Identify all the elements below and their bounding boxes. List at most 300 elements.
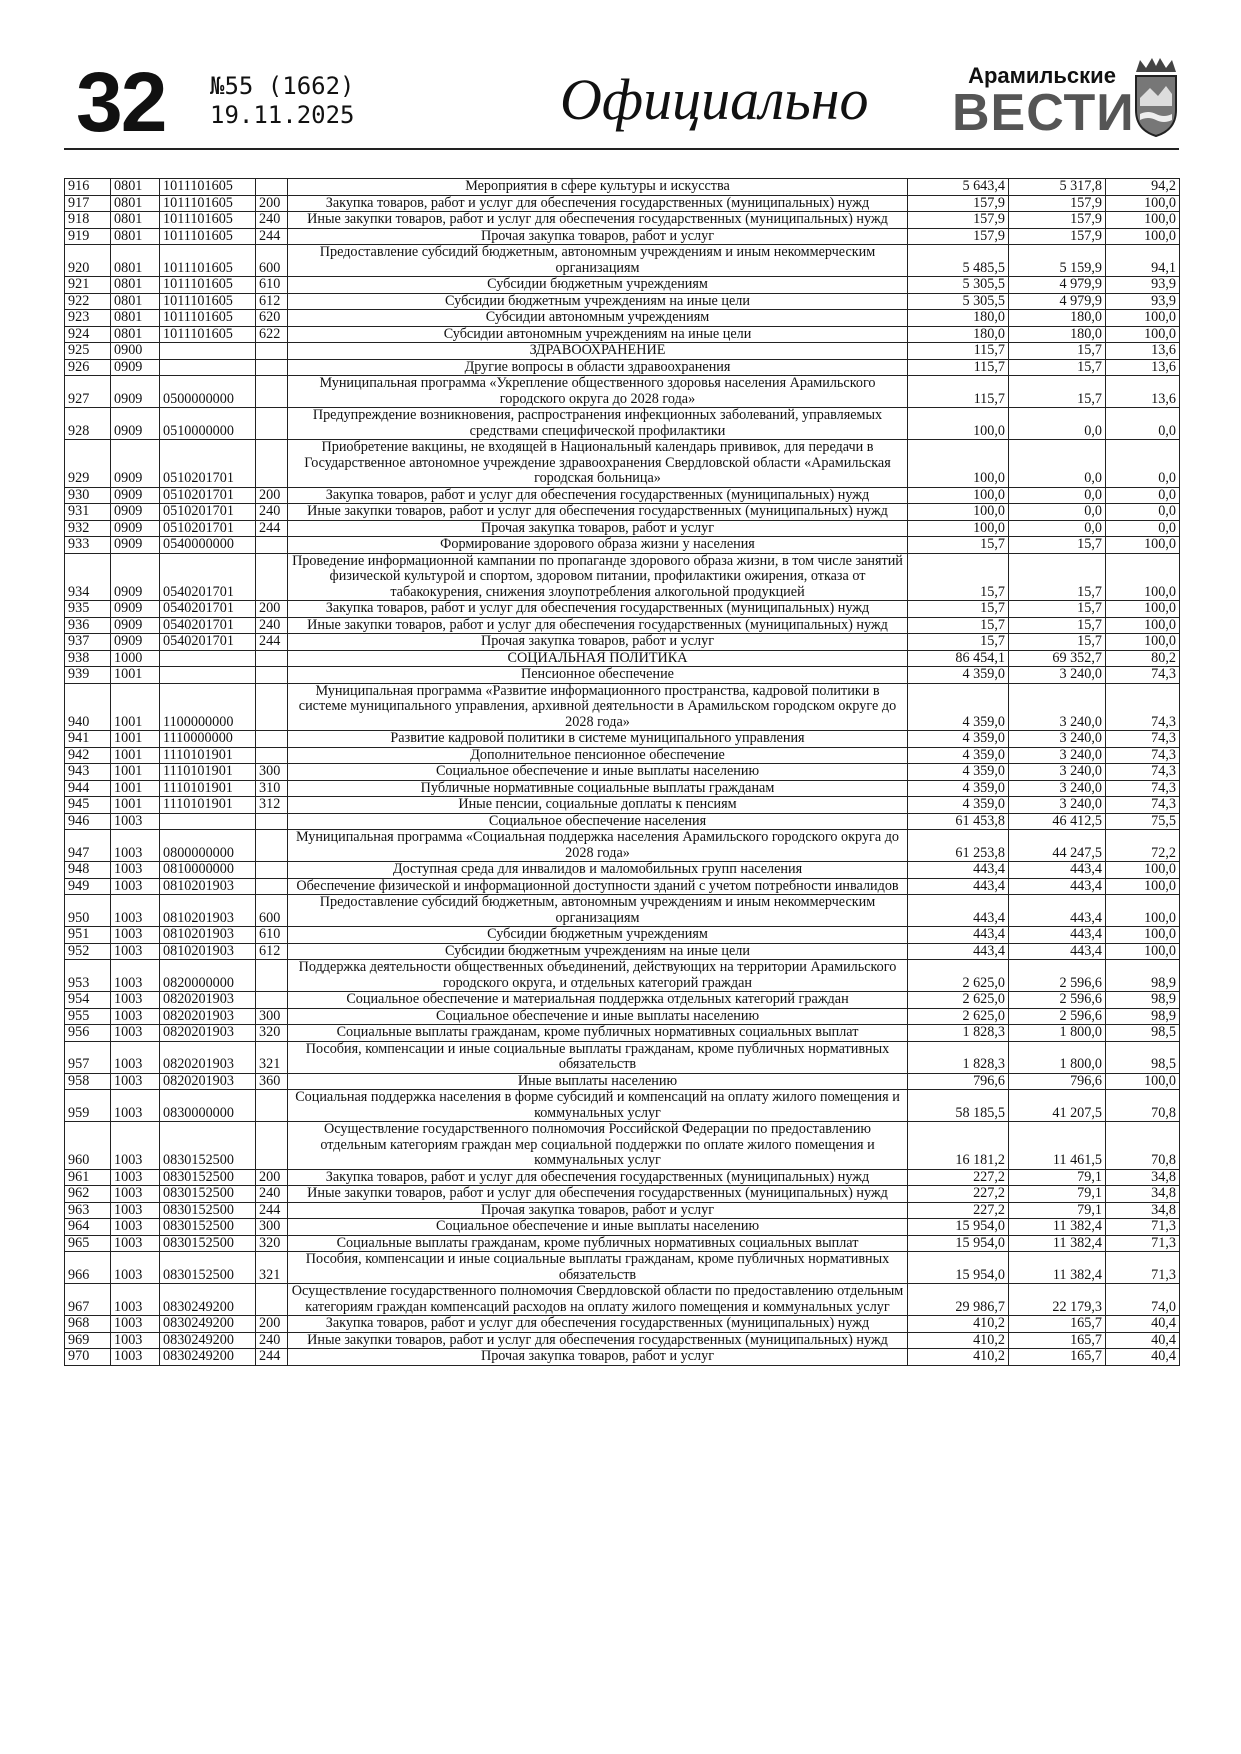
execution-percent: 100,0: [1106, 862, 1180, 879]
planned-amount: 443,4: [908, 895, 1009, 927]
row-number: 950: [65, 895, 111, 927]
planned-amount: 86 454,1: [908, 650, 1009, 667]
planned-amount: 15,7: [908, 617, 1009, 634]
expense-name: Иные пенсии, социальные доплаты к пенсиям: [288, 797, 908, 814]
target-article-code: 0830152500: [160, 1235, 256, 1252]
row-number: 925: [65, 343, 111, 360]
section-code: 1003: [111, 992, 160, 1009]
planned-amount: 15 954,0: [908, 1219, 1009, 1236]
section-code: 0909: [111, 487, 160, 504]
expense-type-code: [256, 878, 288, 895]
expense-type-code: [256, 830, 288, 862]
table-row: [65, 195, 1180, 212]
execution-percent: 70,8: [1106, 1122, 1180, 1170]
section-code: 1003: [111, 1316, 160, 1333]
execution-percent: 74,3: [1106, 780, 1180, 797]
expense-type-code: 244: [256, 228, 288, 245]
target-article-code: 1110101901: [160, 780, 256, 797]
planned-amount: 1 828,3: [908, 1025, 1009, 1042]
table-row: [65, 1025, 1180, 1042]
expense-name: Пособия, компенсации и иные социальные выплаты гражданам, кроме публичных нормативных обязательств: [288, 1252, 908, 1284]
table-row: [65, 520, 1180, 537]
expense-type-code: [256, 376, 288, 408]
table-row: [65, 992, 1180, 1009]
target-article-code: 0540201701: [160, 634, 256, 651]
expense-type-code: 244: [256, 1349, 288, 1366]
execution-percent: 94,1: [1106, 245, 1180, 277]
row-number: 949: [65, 878, 111, 895]
section-code: 1003: [111, 1284, 160, 1316]
planned-amount: 227,2: [908, 1186, 1009, 1203]
actual-amount: 443,4: [1009, 927, 1106, 944]
section-code: 1003: [111, 1219, 160, 1236]
table-row: [65, 1235, 1180, 1252]
section-code: 1003: [111, 1186, 160, 1203]
section-code: 1003: [111, 878, 160, 895]
planned-amount: 15 954,0: [908, 1235, 1009, 1252]
row-number: 919: [65, 228, 111, 245]
planned-amount: 15,7: [908, 553, 1009, 601]
execution-percent: 100,0: [1106, 895, 1180, 927]
row-number: 934: [65, 553, 111, 601]
table-row: [65, 359, 1180, 376]
table-row: [65, 537, 1180, 554]
expense-name: Прочая закупка товаров, работ и услуг: [288, 1349, 908, 1366]
expense-name: Закупка товаров, работ и услуг для обеспечения государственных (муниципальных) нужд: [288, 1316, 908, 1333]
actual-amount: 11 461,5: [1009, 1122, 1106, 1170]
execution-percent: 100,0: [1106, 943, 1180, 960]
actual-amount: 15,7: [1009, 343, 1106, 360]
table-row: [65, 245, 1180, 277]
planned-amount: 157,9: [908, 195, 1009, 212]
planned-amount: 15,7: [908, 537, 1009, 554]
actual-amount: 15,7: [1009, 617, 1106, 634]
table-row: [65, 440, 1180, 488]
table-row: [65, 943, 1180, 960]
expense-type-code: [256, 343, 288, 360]
row-number: 963: [65, 1202, 111, 1219]
actual-amount: 1 800,0: [1009, 1025, 1106, 1042]
planned-amount: 2 625,0: [908, 992, 1009, 1009]
execution-percent: 71,3: [1106, 1235, 1180, 1252]
actual-amount: 165,7: [1009, 1332, 1106, 1349]
planned-amount: 115,7: [908, 376, 1009, 408]
expense-type-code: [256, 553, 288, 601]
target-article-code: 1011101605: [160, 293, 256, 310]
expense-name: Иные закупки товаров, работ и услуг для обеспечения государственных (муниципальных) нужд: [288, 1332, 908, 1349]
row-number: 916: [65, 179, 111, 196]
expense-name: Социальное обеспечение населения: [288, 813, 908, 830]
target-article-code: 0540201701: [160, 553, 256, 601]
planned-amount: 5 485,5: [908, 245, 1009, 277]
expense-type-code: [256, 1090, 288, 1122]
logo-top-text: Арамильские: [968, 63, 1116, 88]
section-code: 1003: [111, 1008, 160, 1025]
row-number: 932: [65, 520, 111, 537]
row-number: 938: [65, 650, 111, 667]
target-article-code: 1110101901: [160, 764, 256, 781]
row-number: 968: [65, 1316, 111, 1333]
target-article-code: 0810201903: [160, 878, 256, 895]
expense-name: Субсидии автономным учреждениям: [288, 310, 908, 327]
actual-amount: 15,7: [1009, 359, 1106, 376]
section-code: 0909: [111, 601, 160, 618]
row-number: 939: [65, 667, 111, 684]
section-code: 0909: [111, 553, 160, 601]
table-row: [65, 617, 1180, 634]
planned-amount: 100,0: [908, 504, 1009, 521]
actual-amount: 15,7: [1009, 553, 1106, 601]
execution-percent: 75,5: [1106, 813, 1180, 830]
section-code: 0801: [111, 228, 160, 245]
row-number: 966: [65, 1252, 111, 1284]
section-code: 1003: [111, 1169, 160, 1186]
actual-amount: 3 240,0: [1009, 780, 1106, 797]
section-code: 1003: [111, 1122, 160, 1170]
section-code: 1001: [111, 780, 160, 797]
target-article-code: [160, 650, 256, 667]
actual-amount: 180,0: [1009, 326, 1106, 343]
section-code: 1001: [111, 764, 160, 781]
planned-amount: 796,6: [908, 1073, 1009, 1090]
expense-type-code: [256, 179, 288, 196]
expense-type-code: [256, 359, 288, 376]
expense-name: Формирование здорового образа жизни у населения: [288, 537, 908, 554]
execution-percent: 80,2: [1106, 650, 1180, 667]
target-article-code: 0810201903: [160, 927, 256, 944]
section-code: 1003: [111, 862, 160, 879]
expense-type-code: [256, 650, 288, 667]
row-number: 962: [65, 1186, 111, 1203]
execution-percent: 13,6: [1106, 359, 1180, 376]
execution-percent: 74,0: [1106, 1284, 1180, 1316]
table-row: [65, 343, 1180, 360]
execution-percent: 93,9: [1106, 277, 1180, 294]
actual-amount: 3 240,0: [1009, 667, 1106, 684]
actual-amount: 79,1: [1009, 1186, 1106, 1203]
section-code: 1003: [111, 1202, 160, 1219]
planned-amount: 29 986,7: [908, 1284, 1009, 1316]
expense-type-code: 312: [256, 797, 288, 814]
planned-amount: 227,2: [908, 1202, 1009, 1219]
table-row: [65, 960, 1180, 992]
target-article-code: [160, 343, 256, 360]
section-code: 0909: [111, 504, 160, 521]
row-number: 945: [65, 797, 111, 814]
table-row: [65, 830, 1180, 862]
table-row: [65, 408, 1180, 440]
actual-amount: 1 800,0: [1009, 1041, 1106, 1073]
row-number: 935: [65, 601, 111, 618]
issue-date: 19.11.2025: [210, 101, 355, 129]
expense-name: Прочая закупка товаров, работ и услуг: [288, 634, 908, 651]
expense-type-code: [256, 862, 288, 879]
table-row: [65, 504, 1180, 521]
execution-percent: 100,0: [1106, 326, 1180, 343]
section-code: 1003: [111, 813, 160, 830]
expense-type-code: 300: [256, 1219, 288, 1236]
expense-name: Социальное обеспечение и иные выплаты населению: [288, 1008, 908, 1025]
row-number: 927: [65, 376, 111, 408]
table-row: [65, 813, 1180, 830]
expense-name: Муниципальная программа «Укрепление общественного здоровья населения Арамильского городского округа до 2028 года»: [288, 376, 908, 408]
section-code: 0909: [111, 440, 160, 488]
actual-amount: 157,9: [1009, 212, 1106, 229]
expense-type-code: [256, 960, 288, 992]
execution-percent: 100,0: [1106, 634, 1180, 651]
expense-type-code: 612: [256, 293, 288, 310]
expense-type-code: 240: [256, 1332, 288, 1349]
actual-amount: 2 596,6: [1009, 992, 1106, 1009]
expense-type-code: 610: [256, 277, 288, 294]
execution-percent: 13,6: [1106, 343, 1180, 360]
actual-amount: 4 979,9: [1009, 277, 1106, 294]
target-article-code: 1011101605: [160, 326, 256, 343]
expense-name: СОЦИАЛЬНАЯ ПОЛИТИКА: [288, 650, 908, 667]
section-code: 1003: [111, 1235, 160, 1252]
row-number: 969: [65, 1332, 111, 1349]
row-number: 936: [65, 617, 111, 634]
table-row: [65, 764, 1180, 781]
target-article-code: 0820201903: [160, 992, 256, 1009]
planned-amount: 4 359,0: [908, 764, 1009, 781]
section-code: 1003: [111, 1332, 160, 1349]
planned-amount: 4 359,0: [908, 747, 1009, 764]
expense-type-code: 310: [256, 780, 288, 797]
actual-amount: 796,6: [1009, 1073, 1106, 1090]
execution-percent: 100,0: [1106, 927, 1180, 944]
planned-amount: 1 828,3: [908, 1041, 1009, 1073]
section-code: 0909: [111, 634, 160, 651]
execution-percent: 98,9: [1106, 992, 1180, 1009]
planned-amount: 4 359,0: [908, 731, 1009, 748]
expense-name: Закупка товаров, работ и услуг для обеспечения государственных (муниципальных) нужд: [288, 601, 908, 618]
target-article-code: 1011101605: [160, 245, 256, 277]
execution-percent: 34,8: [1106, 1186, 1180, 1203]
execution-percent: 74,3: [1106, 731, 1180, 748]
target-article-code: 0540201701: [160, 617, 256, 634]
target-article-code: 0830000000: [160, 1090, 256, 1122]
expense-name: Прочая закупка товаров, работ и услуг: [288, 1202, 908, 1219]
execution-percent: 74,3: [1106, 797, 1180, 814]
target-article-code: 1011101605: [160, 179, 256, 196]
target-article-code: 0510201701: [160, 520, 256, 537]
execution-percent: 0,0: [1106, 520, 1180, 537]
target-article-code: 0830249200: [160, 1316, 256, 1333]
actual-amount: 15,7: [1009, 601, 1106, 618]
actual-amount: 41 207,5: [1009, 1090, 1106, 1122]
table-row: [65, 487, 1180, 504]
expense-type-code: 300: [256, 764, 288, 781]
section-code: 0909: [111, 617, 160, 634]
section-title: Официально: [560, 67, 869, 132]
section-code: 1001: [111, 731, 160, 748]
table-row: [65, 1349, 1180, 1366]
target-article-code: 0830152500: [160, 1122, 256, 1170]
row-number: 917: [65, 195, 111, 212]
row-number: 921: [65, 277, 111, 294]
expense-type-code: 600: [256, 245, 288, 277]
table-row: [65, 895, 1180, 927]
expense-name: Субсидии автономным учреждениям на иные цели: [288, 326, 908, 343]
logo-main-text: ВЕСТИ: [952, 84, 1135, 142]
actual-amount: 15,7: [1009, 634, 1106, 651]
expense-name: Пенсионное обеспечение: [288, 667, 908, 684]
execution-percent: 100,0: [1106, 1073, 1180, 1090]
planned-amount: 4 359,0: [908, 797, 1009, 814]
table-row: [65, 601, 1180, 618]
row-number: 942: [65, 747, 111, 764]
row-number: 920: [65, 245, 111, 277]
row-number: 933: [65, 537, 111, 554]
page-number: 32: [76, 55, 166, 149]
expense-name: Дополнительное пенсионное обеспечение: [288, 747, 908, 764]
section-code: 1001: [111, 667, 160, 684]
planned-amount: 4 359,0: [908, 780, 1009, 797]
expense-name: Другие вопросы в области здравоохранения: [288, 359, 908, 376]
execution-percent: 100,0: [1106, 195, 1180, 212]
target-article-code: [160, 359, 256, 376]
execution-percent: 100,0: [1106, 553, 1180, 601]
section-code: 0801: [111, 277, 160, 294]
planned-amount: 157,9: [908, 228, 1009, 245]
table-row: [65, 326, 1180, 343]
table-row: [65, 293, 1180, 310]
planned-amount: 410,2: [908, 1316, 1009, 1333]
table-row: [65, 1090, 1180, 1122]
actual-amount: 2 596,6: [1009, 1008, 1106, 1025]
execution-percent: 94,2: [1106, 179, 1180, 196]
target-article-code: 0830249200: [160, 1349, 256, 1366]
planned-amount: 100,0: [908, 487, 1009, 504]
table-row: [65, 376, 1180, 408]
actual-amount: 0,0: [1009, 440, 1106, 488]
table-row: [65, 1169, 1180, 1186]
planned-amount: 5 305,5: [908, 293, 1009, 310]
coat-of-arms-icon: [1132, 58, 1180, 138]
expense-type-code: 321: [256, 1041, 288, 1073]
row-number: 946: [65, 813, 111, 830]
row-number: 937: [65, 634, 111, 651]
row-number: 961: [65, 1169, 111, 1186]
row-number: 930: [65, 487, 111, 504]
section-code: 0909: [111, 376, 160, 408]
expense-type-code: 300: [256, 1008, 288, 1025]
section-code: 0801: [111, 195, 160, 212]
expense-type-code: 200: [256, 487, 288, 504]
row-number: 956: [65, 1025, 111, 1042]
table-row: [65, 747, 1180, 764]
execution-percent: 74,3: [1106, 747, 1180, 764]
execution-percent: 40,4: [1106, 1332, 1180, 1349]
table-row: [65, 878, 1180, 895]
execution-percent: 100,0: [1106, 601, 1180, 618]
execution-percent: 0,0: [1106, 504, 1180, 521]
section-code: 1003: [111, 960, 160, 992]
section-code: 0801: [111, 179, 160, 196]
table-row: [65, 1332, 1180, 1349]
target-article-code: 0830152500: [160, 1169, 256, 1186]
expense-name: Муниципальная программа «Развитие информационного пространства, кадровой политики в системе муниципального управления, архивной деятельности в Арамильском городском округе до 2028 года»: [288, 683, 908, 731]
planned-amount: 100,0: [908, 408, 1009, 440]
row-number: 953: [65, 960, 111, 992]
table-row: [65, 1316, 1180, 1333]
expense-type-code: [256, 747, 288, 764]
row-number: 924: [65, 326, 111, 343]
row-number: 931: [65, 504, 111, 521]
row-number: 918: [65, 212, 111, 229]
planned-amount: 15 954,0: [908, 1252, 1009, 1284]
section-code: 1003: [111, 830, 160, 862]
planned-amount: 227,2: [908, 1169, 1009, 1186]
newspaper-logo: [952, 63, 1135, 142]
expense-name: Субсидии бюджетным учреждениям на иные цели: [288, 943, 908, 960]
expense-type-code: 244: [256, 634, 288, 651]
expense-name: Социальное обеспечение и иные выплаты населению: [288, 764, 908, 781]
execution-percent: 74,3: [1106, 667, 1180, 684]
row-number: 952: [65, 943, 111, 960]
expense-type-code: 240: [256, 617, 288, 634]
planned-amount: 58 185,5: [908, 1090, 1009, 1122]
section-code: 1003: [111, 895, 160, 927]
section-code: 1003: [111, 1252, 160, 1284]
planned-amount: 443,4: [908, 943, 1009, 960]
actual-amount: 46 412,5: [1009, 813, 1106, 830]
expense-name: ЗДРАВООХРАНЕНИЕ: [288, 343, 908, 360]
expense-type-code: [256, 408, 288, 440]
expense-name: Закупка товаров, работ и услуг для обеспечения государственных (муниципальных) нужд: [288, 1169, 908, 1186]
table-row: [65, 1122, 1180, 1170]
target-article-code: 0500000000: [160, 376, 256, 408]
row-number: 959: [65, 1090, 111, 1122]
expense-type-code: 240: [256, 212, 288, 229]
planned-amount: 4 359,0: [908, 683, 1009, 731]
actual-amount: 79,1: [1009, 1169, 1106, 1186]
section-code: 1000: [111, 650, 160, 667]
section-code: 0909: [111, 408, 160, 440]
expense-name: Социальная поддержка населения в форме субсидий и компенсаций на оплату жилого помещения и коммунальных услуг: [288, 1090, 908, 1122]
actual-amount: 0,0: [1009, 520, 1106, 537]
actual-amount: 3 240,0: [1009, 797, 1106, 814]
actual-amount: 44 247,5: [1009, 830, 1106, 862]
expense-name: Закупка товаров, работ и услуг для обеспечения государственных (муниципальных) нужд: [288, 195, 908, 212]
expense-type-code: 321: [256, 1252, 288, 1284]
table-row: [65, 1041, 1180, 1073]
target-article-code: 1011101605: [160, 228, 256, 245]
actual-amount: 443,4: [1009, 895, 1106, 927]
issue-info: [210, 72, 355, 130]
row-number: 923: [65, 310, 111, 327]
planned-amount: 180,0: [908, 310, 1009, 327]
actual-amount: 3 240,0: [1009, 747, 1106, 764]
expense-type-code: 244: [256, 520, 288, 537]
execution-percent: 98,9: [1106, 960, 1180, 992]
execution-percent: 40,4: [1106, 1349, 1180, 1366]
section-code: 1001: [111, 747, 160, 764]
table-row: [65, 634, 1180, 651]
execution-percent: 100,0: [1106, 228, 1180, 245]
expense-name: Проведение информационной кампании по пропаганде здорового образа жизни, в том числе занятий физической культурой и спортом, здоровом питании, профилактики ожирения, отказа от табакокурения, снижения злоупотребления алкогольной продукцией: [288, 553, 908, 601]
target-article-code: 0830152500: [160, 1186, 256, 1203]
actual-amount: 11 382,4: [1009, 1252, 1106, 1284]
planned-amount: 443,4: [908, 862, 1009, 879]
target-article-code: 1110101901: [160, 797, 256, 814]
section-code: 0801: [111, 212, 160, 229]
execution-percent: 0,0: [1106, 408, 1180, 440]
expense-name: Социальные выплаты гражданам, кроме публичных нормативных социальных выплат: [288, 1235, 908, 1252]
execution-percent: 0,0: [1106, 440, 1180, 488]
execution-percent: 98,9: [1106, 1008, 1180, 1025]
